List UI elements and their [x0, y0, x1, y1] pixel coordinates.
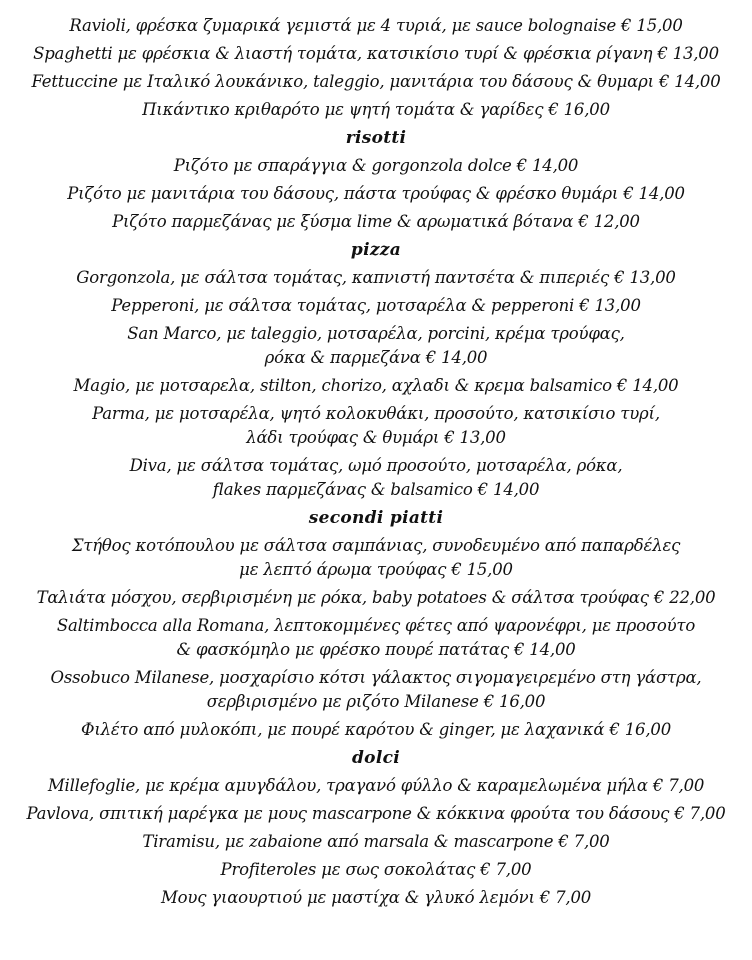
menu-item	[0, 320, 752, 372]
menu-item	[0, 856, 752, 884]
menu-item	[0, 96, 752, 124]
menu-item	[0, 152, 752, 180]
menu-item	[0, 800, 752, 828]
menu-item-line: Spaghetti με φρέσκια & λιαστή τομάτα, κατσικίσιο τυρί & φρέσκια ρίγανη € 13,00	[33, 44, 719, 63]
menu-item-line: με λεπτό άρωμα τρούφας € 15,00	[239, 560, 513, 579]
menu-item	[0, 532, 752, 584]
menu-item	[0, 716, 752, 744]
menu-item-line: Gorgonzola, με σάλτσα τομάτας, καπνιστή παντσέτα & πιπεριές € 13,00	[76, 268, 676, 287]
menu-item	[0, 584, 752, 612]
menu-item-line: Pavlova, σπιτική μαρέγκα με μους mascarpone & κόκκινα φρούτα του δάσους € 7,00	[26, 804, 726, 823]
menu-item-line: Pepperoni, με σάλτσα τομάτας, μοτσαρέλα & pepperoni € 13,00	[111, 296, 641, 315]
menu-item	[0, 772, 752, 800]
menu-item	[0, 664, 752, 716]
menu-item	[0, 828, 752, 856]
menu-item	[0, 452, 752, 504]
menu-item-line: San Marco, με taleggio, μοτσαρέλα, porcini, κρέμα τρούφας,	[127, 324, 625, 343]
menu-item	[0, 400, 752, 452]
menu-item-line: Ossobuco Milanese, μοσχαρίσιο κότσι γάλακτος σιγομαγειρεμένο στη γάστρα,	[50, 668, 702, 687]
menu-item-line: Tiramisu, με zabaione από marsala & mascarpone € 7,00	[142, 832, 610, 851]
menu-item-line: Ριζότο με μανιτάρια του δάσους, πάστα τρούφας & φρέσκο θυμάρι € 14,00	[67, 184, 685, 203]
menu-item-line: Saltimbocca alla Romana, λεπτοκομμένες φέτες από ψαρονέφρι, με προσούτο	[56, 616, 696, 635]
menu-item-line: Fettuccine με Ιταλικό λουκάνικο, taleggio, μανιτάρια του δάσους & θυμαρι € 14,00	[31, 72, 721, 91]
menu-item-line: & φασκόμηλο με φρέσκο πουρέ πατάτας € 14,00	[176, 640, 576, 659]
menu-item	[0, 884, 752, 912]
menu-item-line: Ριζότο με σπαράγγια & gorgonzola dolce € 14,00	[173, 156, 579, 175]
menu-item	[0, 208, 752, 236]
menu-item-line: Profiteroles με σως σοκολάτας € 7,00	[220, 860, 532, 879]
menu-item	[0, 12, 752, 40]
menu-item	[0, 612, 752, 664]
section-heading: secondi piatti	[308, 508, 444, 528]
menu-item-line: λάδι τρούφας & θυμάρι € 13,00	[246, 428, 506, 447]
section-heading: risotti	[345, 128, 407, 148]
section-heading: pizza	[350, 240, 402, 260]
menu-item-line: Ριζότο παρμεζάνας με ξύσμα lime & αρωματικά βότανα € 12,00	[112, 212, 640, 231]
menu-item-line: Parma, με μοτσαρέλα, ψητό κολοκυθάκι, προσούτο, κατσικίσιο τυρί,	[92, 404, 660, 423]
menu-item-line: Ravioli, φρέσκα ζυμαρικά γεμιστά με 4 τυριά, με sauce bolognaise € 15,00	[69, 16, 683, 35]
menu-item	[0, 372, 752, 400]
menu-item-line: flakes παρμεζάνας & balsamico € 14,00	[212, 480, 540, 499]
menu-item-line: Ταλιάτα μόσχου, σερβιρισμένη με ρόκα, baby potatoes & σάλτσα τρούφας € 22,00	[36, 588, 716, 607]
menu-item	[0, 292, 752, 320]
menu-item-line: Diva, με σάλτσα τομάτας, ωμό προσούτο, μοτσαρέλα, ρόκα,	[129, 456, 623, 475]
menu-item	[0, 68, 752, 96]
menu-item-line: Πικάντικο κριθαρότο με ψητή τομάτα & γαρίδες € 16,00	[142, 100, 610, 119]
menu-item-line: Στήθος κοτόπουλου με σάλτσα σαμπάνιας, συνοδευμένο από παπαρδέλες	[71, 536, 681, 555]
menu-item-line: Μους γιαουρτιού με μαστίχα & γλυκό λεμόνι € 7,00	[160, 888, 592, 907]
section-heading: dolci	[352, 748, 400, 768]
menu-item	[0, 264, 752, 292]
menu-item	[0, 40, 752, 68]
menu-item-line: Millefoglie, με κρέμα αμυγδάλου, τραγανό φύλλο & καραμελωμένα μήλα € 7,00	[47, 776, 705, 795]
menu-item-line: ρόκα & παρμεζάνα € 14,00	[264, 348, 488, 367]
menu-item-line: Magio, με μοτσαρελα, stilton, chorizo, αχλαδι & κρεμα balsamico € 14,00	[73, 376, 679, 395]
menu-item	[0, 180, 752, 208]
menu-item-line: Φιλέτο από μυλοκόπι, με πουρέ καρότου & ginger, με λαχανικά € 16,00	[81, 720, 671, 739]
menu-page	[0, 12, 752, 912]
menu-item-line: σερβιρισμένο με ριζότο Milanese € 16,00	[206, 692, 546, 711]
